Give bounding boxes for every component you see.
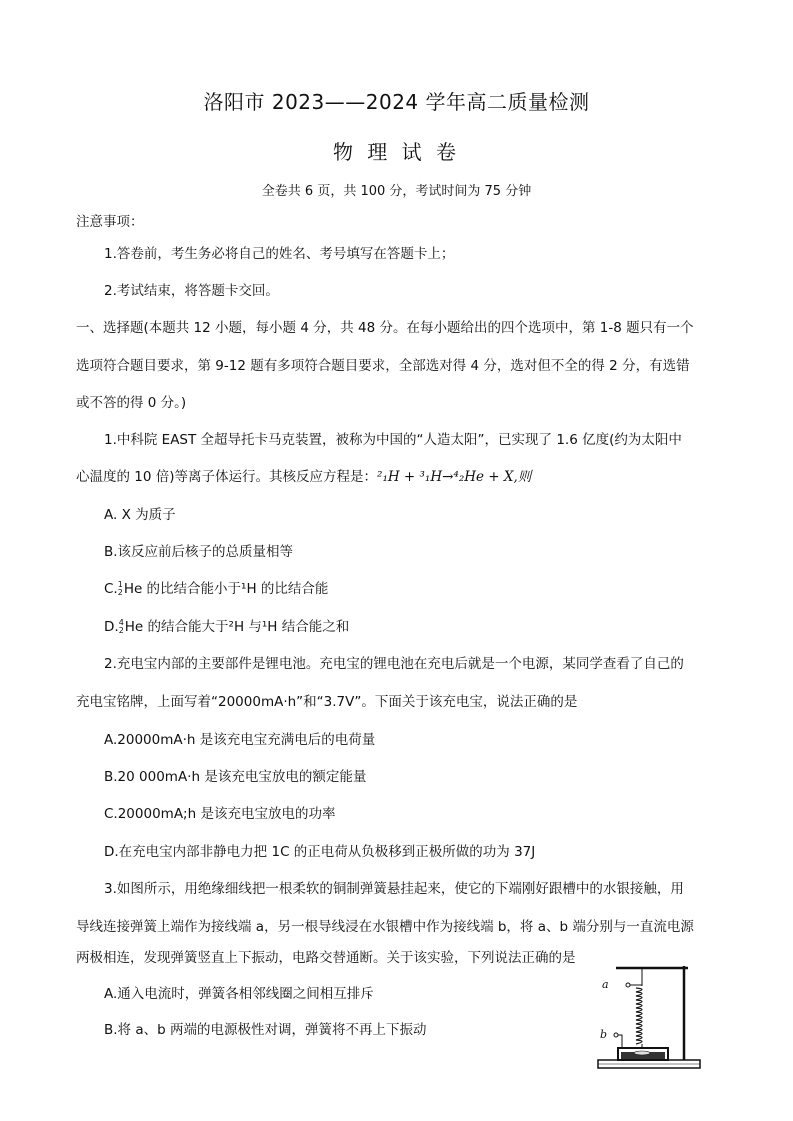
q2-line-1: 2.充电宝内部的主要部件是锂电池。充电宝的锂电池在充电后就是一个电源，某同学查看了自己的 [104,656,684,672]
section-1-line-2: 选项符合题目要求，第 9-12 题有多项符合题目要求，全部选对得 4 分，选对但不全的得 2 分，有选错 [76,358,690,374]
q2-option-a: A.20000mA·h 是该充电宝充满电后的电荷量 [104,732,376,748]
q1-option-c-nuclide [118,581,123,597]
notes-item-1: 1.答卷前，考生务必将自己的姓名、考号填写在答题卡上； [104,246,455,262]
q1-option-d [104,617,349,637]
q1-option-d-nuclide [119,619,124,635]
q1-line-1: 1.中科院 EAST 全超导托卡马克装置，被称为中国的“人造太阳”，已实现了 1.6 亿度(约为太阳中 [104,432,682,448]
q3-option-a: A.通入电流时，弹簧各相邻线圈之间相互排斥 [104,986,374,1002]
spring-apparatus-figure [592,958,712,1072]
q1-option-c-charge: 2 [117,588,123,597]
q1-option-c-prefix: C. [104,581,118,597]
page-subtitle: 物 理 试 卷 [332,140,461,164]
q1-option-d-charge: 2 [118,626,124,635]
q3-option-b: B.将 a、b 两端的电源极性对调，弹簧将不再上下振动 [104,1022,427,1038]
q2-option-b: B.20 000mA·h 是该充电宝放电的额定能量 [104,769,367,785]
q3-line-2: 导线连接弹簧上端作为接线端 a，另一根导线浸在水银槽中作为接线端 b，将 a、b 端分别与一直流电源 [76,919,694,935]
spring-apparatus-drawing [592,958,712,1072]
q1-line-2 [76,467,531,487]
q3-line-3: 两极相连，发现弹簧竖直上下振动，电路交替通断。关于该实验，下列说法正确的是 [76,950,576,966]
q1-option-a: A. X 为质子 [104,507,176,523]
q3-line-1: 3.如图所示，用绝缘细线把一根柔软的铜制弹簧悬挂起来，使它的下端刚好跟槽中的水银接触，用 [104,881,684,897]
fig-label-b: b [600,1028,608,1041]
notes-heading: 注意事项： [76,214,144,230]
q1-option-b: B.该反应前后核子的总质量相等 [104,544,294,560]
q1-option-c [104,579,328,599]
section-1-line-3: 或不答的得 0 分。) [76,395,187,411]
q1-line-2-text: 心温度的 10 倍)等离子体运行。其核反应方程是： [76,469,378,485]
exam-info: 全卷共 6 页，共 100 分，考试时间为 75 分钟 [261,184,532,199]
q1-option-d-text: He 的结合能大于²H 与¹H 结合能之和 [124,619,350,635]
q1-equation: ²₁H + ³₁H→⁴₂He + X,则 [377,469,532,485]
q1-option-c-text: He 的比结合能小于¹H 的比结合能 [123,581,329,597]
notes-item-2: 2.考试结束，将答题卡交回。 [104,283,279,299]
q2-option-c: C.20000mA;h 是该充电宝放电的功率 [104,806,336,822]
q1-option-c-mass: 1 [117,580,123,589]
q1-option-d-mass: 4 [118,618,124,627]
page-title: 洛阳市 2023——2024 学年高二质量检测 [203,90,590,114]
q1-option-d-prefix: D. [104,619,119,635]
q2-option-d: D.在充电宝内部非静电力把 1C 的正电荷从负极移到正极所做的功为 37J [104,844,536,860]
section-1-line-1: 一、选择题(本题共 12 小题，每小题 4 分，共 48 分。在每小题给出的四个选项中，第 1-8 题只有一个 [76,320,694,336]
q2-line-2: 充电宝铭牌，上面写着“20000mA·h”和“3.7V”。下面关于该充电宝，说法正确的是 [76,694,578,710]
fig-label-a: a [602,978,609,991]
